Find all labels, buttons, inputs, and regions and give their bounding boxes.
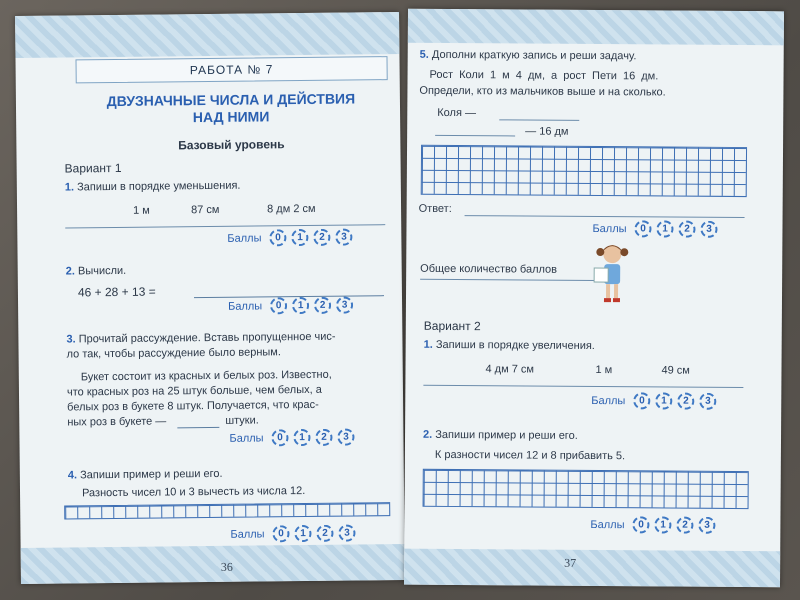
- score-label: Баллы: [227, 231, 262, 245]
- task1-item-3: 8 дм 2 см: [267, 202, 316, 216]
- bottom-decor-band: [404, 549, 780, 588]
- score-circle-2[interactable]: 2: [314, 297, 331, 314]
- v2-task1-item-3: 49 см: [661, 364, 690, 377]
- task4-number: 4.: [67, 469, 78, 482]
- task4-score: [230, 524, 355, 542]
- score-circle-0[interactable]: 0: [632, 516, 649, 533]
- task3-line-1: [66, 331, 335, 346]
- task5-kolya-label: Коля —: [437, 106, 477, 120]
- task4-instruction: Запиши пример и реши его.: [80, 467, 223, 482]
- v2-task2-instruction: Запиши пример и реши его.: [435, 428, 578, 442]
- score-circle-3[interactable]: 3: [335, 229, 352, 246]
- score-label: Баллы: [228, 299, 263, 313]
- task3-blank[interactable]: [177, 415, 219, 428]
- task3-para-4b: штуки.: [225, 414, 259, 427]
- task5-name-line[interactable]: [435, 135, 515, 137]
- task3-instruction-1: Прочитай рассуждение. Вставь пропущенное чис-: [78, 330, 336, 346]
- task3-number: 3.: [66, 333, 76, 346]
- score-circle-3[interactable]: 3: [698, 517, 715, 534]
- score-label: Баллы: [229, 431, 264, 445]
- task2-instruction: Вычисли.: [77, 264, 127, 278]
- task5-line-3: Определи, кто из мальчиков выше и на сколько.: [419, 84, 666, 99]
- v2-task2-text: [423, 429, 578, 442]
- score-label: Баллы: [590, 518, 625, 531]
- task1-text: [65, 180, 241, 194]
- score-label: Баллы: [230, 527, 265, 541]
- task5-kolya-line[interactable]: [499, 119, 579, 121]
- v2-task1-answer-line[interactable]: [423, 385, 743, 388]
- score-circle-2[interactable]: 2: [677, 393, 694, 410]
- task3-para-3: белых роз в букете 8 штук. Получается, что крас-: [67, 398, 319, 414]
- top-decor-band: [15, 12, 399, 58]
- task5-grid[interactable]: [421, 145, 747, 197]
- bottom-decor-band: [21, 544, 405, 584]
- task2-expression: 46 + 28 + 13 =: [77, 284, 156, 300]
- task2-answer-line[interactable]: [194, 282, 384, 298]
- score-circle-1[interactable]: 1: [654, 516, 671, 533]
- task5-answer-line[interactable]: [465, 215, 745, 218]
- right-page: [404, 9, 784, 588]
- score-circle-0[interactable]: 0: [270, 297, 287, 314]
- work-title: РАБОТА № 7: [75, 56, 387, 83]
- topic-title: [76, 90, 386, 127]
- total-score-label: Общее количество баллов: [420, 262, 558, 276]
- topic-line-2: НАД НИМИ: [192, 108, 270, 126]
- score-circle-1[interactable]: 1: [294, 525, 311, 542]
- score-circle-3[interactable]: 3: [701, 221, 718, 238]
- total-score-line[interactable]: [420, 279, 596, 281]
- level-heading: Базовый уровень: [178, 137, 285, 153]
- task5-answer-label: Ответ:: [418, 202, 452, 216]
- score-circle-3[interactable]: 3: [699, 393, 716, 410]
- v2-task2-score: [590, 516, 715, 534]
- score-circle-0[interactable]: 0: [269, 229, 286, 246]
- v2-task2-number: 2.: [422, 428, 433, 441]
- score-circle-2[interactable]: 2: [316, 525, 333, 542]
- v2-task1-instruction: Запиши в порядке увеличения.: [435, 338, 595, 353]
- task4-grid[interactable]: [64, 502, 390, 519]
- score-circle-3[interactable]: 3: [337, 428, 354, 445]
- task1-number: 1.: [64, 181, 75, 194]
- v2-task1-text: [424, 339, 595, 352]
- variant-1-heading: Вариант 1: [64, 160, 122, 176]
- task5-text: [420, 49, 637, 63]
- task5-instruction: Дополни краткую запись и реши задачу.: [431, 48, 637, 63]
- task1-score: [227, 229, 352, 247]
- task1-instruction: Запиши в порядке уменьшения.: [77, 179, 241, 194]
- task5-number: 5.: [419, 48, 429, 61]
- top-decor-band: [408, 9, 784, 46]
- task3-line-2: ло так, чтобы рассуждение было верным.: [66, 346, 281, 361]
- task2-text: [66, 265, 127, 278]
- v2-task1-item-1: 4 дм 7 см: [485, 363, 534, 376]
- score-circle-1[interactable]: 1: [655, 392, 672, 409]
- v2-task1-score: [591, 392, 716, 410]
- task3-para-2: что красных роз на 25 штук больше, чем белых, а: [66, 383, 322, 399]
- task1-item-1: 1 м: [133, 204, 150, 217]
- task2-number: 2.: [65, 265, 75, 278]
- task3-para-1: Букет состоит из красных и белых роз. Известно,: [80, 368, 332, 384]
- score-circle-0[interactable]: 0: [635, 220, 652, 237]
- task5-line-2: Рост Коли 1 м 4 дм, а рост Пети 16 дм.: [429, 68, 659, 83]
- task1-item-2: 87 см: [191, 203, 220, 217]
- score-circle-3[interactable]: 3: [336, 297, 353, 314]
- variant-2-heading: Вариант 2: [423, 318, 481, 334]
- score-circle-1[interactable]: 1: [293, 429, 310, 446]
- v2-task1-item-2: 1 м: [595, 364, 613, 377]
- score-circle-1[interactable]: 1: [292, 297, 309, 314]
- v2-task1-number: 1.: [423, 338, 433, 351]
- task3-para-4a: ных роз в букете —: [67, 415, 167, 429]
- score-circle-1[interactable]: 1: [657, 220, 674, 237]
- score-circle-0[interactable]: 0: [633, 392, 650, 409]
- left-page: [15, 12, 405, 584]
- score-circle-3[interactable]: 3: [338, 524, 355, 541]
- v2-task2-subtext: К разности чисел 12 и 8 прибавить 5.: [434, 448, 626, 463]
- score-label: Баллы: [592, 222, 627, 235]
- score-circle-2[interactable]: 2: [679, 221, 696, 238]
- score-circle-2[interactable]: 2: [676, 517, 693, 534]
- task3-score: [229, 428, 354, 446]
- page-number-left: 36: [220, 559, 233, 574]
- task5-16dm: — 16 дм: [525, 125, 569, 138]
- v2-task2-grid[interactable]: [423, 469, 749, 509]
- score-circle-0[interactable]: 0: [272, 525, 289, 542]
- topic-line-1: ДВУЗНАЧНЫЕ ЧИСЛА И ДЕЙСТВИЯ: [106, 90, 356, 110]
- girl-illustration-icon: [590, 242, 634, 304]
- score-circle-1[interactable]: 1: [291, 229, 308, 246]
- task2-score: [228, 297, 353, 315]
- task5-score: [592, 220, 717, 238]
- task4-subtext: Разность чисел 10 и 3 вычесть из числа 12.: [81, 485, 306, 500]
- score-label: Баллы: [591, 394, 626, 407]
- score-circle-0[interactable]: 0: [271, 429, 288, 446]
- task4-text: [68, 468, 223, 482]
- page-number-right: 37: [564, 555, 577, 570]
- score-circle-2[interactable]: 2: [313, 229, 330, 246]
- score-circle-2[interactable]: 2: [315, 429, 332, 446]
